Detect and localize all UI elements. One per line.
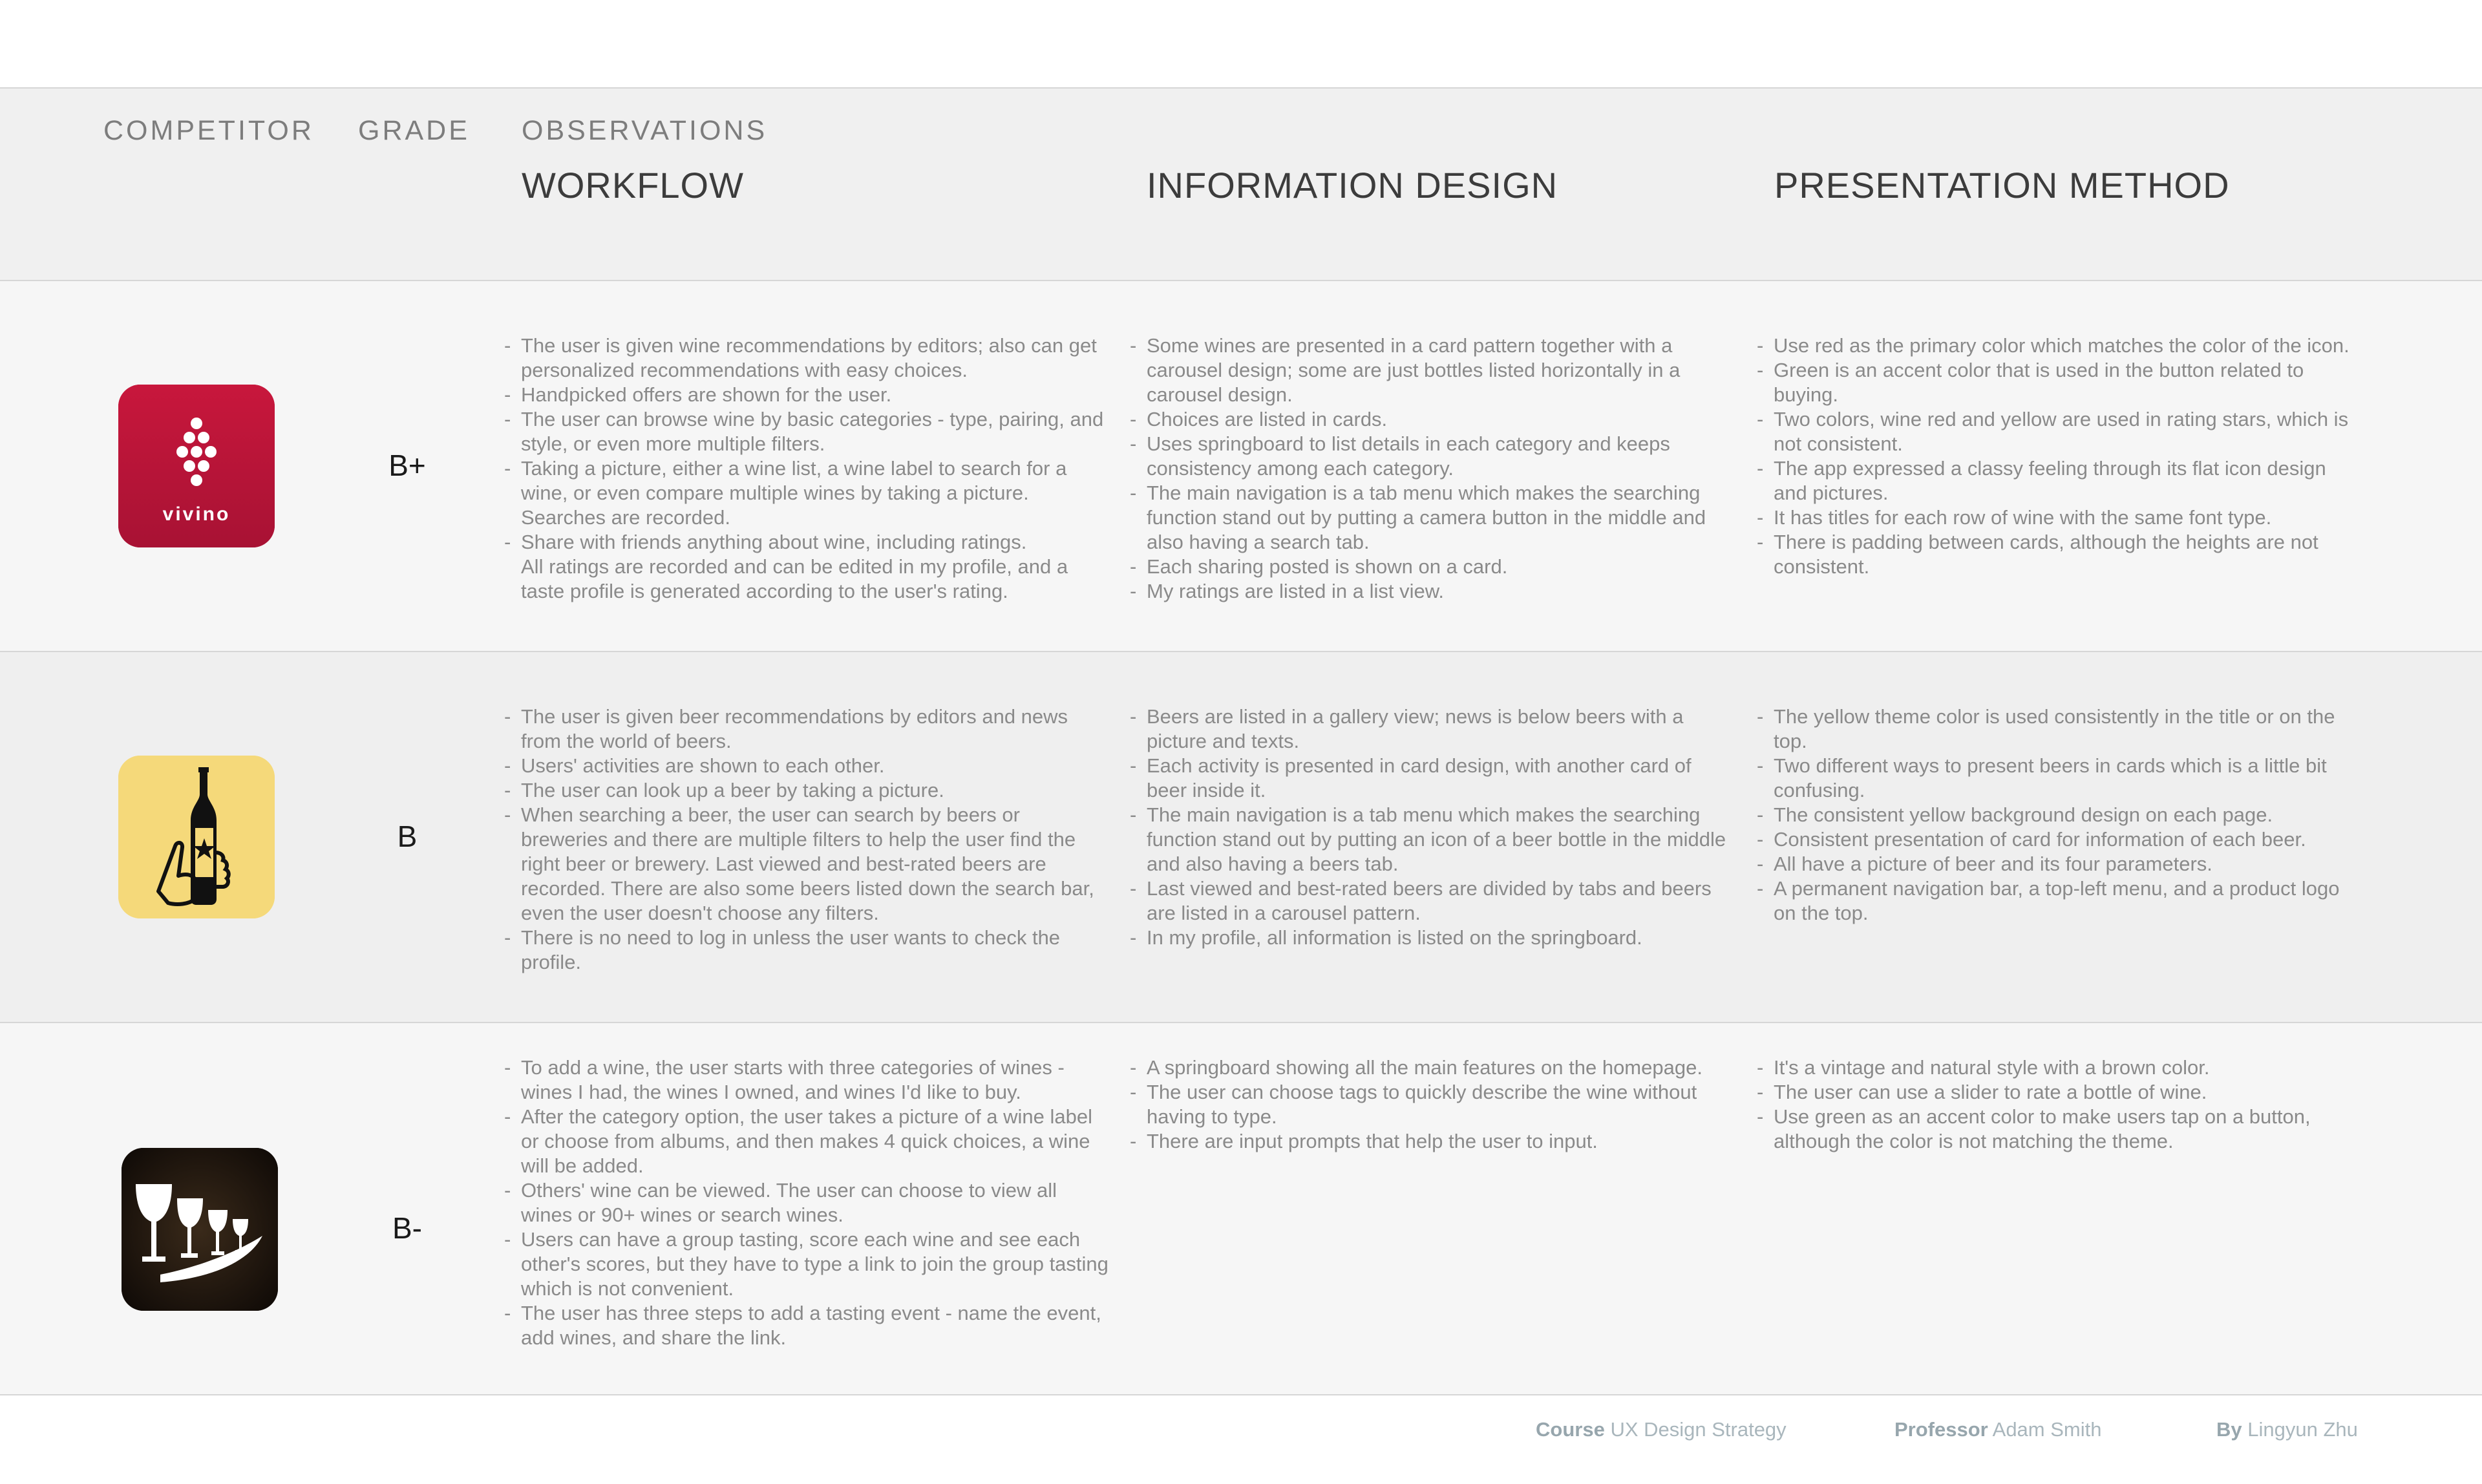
list-item: - The user is given wine recommendations by editors; also can get personalized recommendations with easy choices. — [504, 334, 1108, 383]
footer-author-label: By — [2216, 1418, 2242, 1441]
list-item: - After the category option, the user takes a picture of a wine label or choose from albums, and then makes 4 quick choices, a wine will be added. — [504, 1105, 1108, 1178]
competitor-column-header: COMPETITOR — [103, 115, 314, 146]
list-item: - Taking a picture, either a wine list, a wine label to search for a wine, or even compare multiple wines by taking a picture. Searches are recorded. — [504, 456, 1108, 530]
list-item: - It's a vintage and natural style with a brown color. — [1757, 1055, 2361, 1080]
footer-author — [2216, 1418, 2358, 1441]
list-item: - Two different ways to present beers in cards which is a little bit confusing. — [1757, 754, 2361, 803]
competitor-row-vivino — [0, 281, 2482, 652]
workflow-observations — [504, 334, 1108, 604]
list-item: - Last viewed and best-rated beers are divided by tabs and beers are listed in a carousel pattern. — [1130, 876, 1734, 926]
list-item: - The user is given beer recommendations by editors and news from the world of beers. — [504, 705, 1108, 754]
footer-professor-value: Adam Smith — [1992, 1418, 2102, 1441]
wine-glasses-icon — [122, 1148, 278, 1311]
information-design-column-header: INFORMATION DESIGN — [1147, 165, 1558, 206]
vivino-logo-text: vivino — [162, 504, 231, 525]
list-item: - Share with friends anything about wine, including ratings. — [504, 530, 1108, 555]
footer-professor-label: Professor — [1894, 1418, 1988, 1441]
list-item: - Users can have a group tasting, score each wine and see each other's scores, but they have to type a link to join the group tasting which is not convenient. — [504, 1227, 1108, 1301]
top-band — [0, 0, 2482, 89]
list-item: - Two colors, wine red and yellow are used in rating stars, which is not consistent. — [1757, 407, 2361, 456]
list-item: - Green is an accent color that is used in the button related to buying. — [1757, 358, 2361, 407]
beer-app-logo — [118, 756, 275, 918]
list-item: - A permanent navigation bar, a top-left menu, and a product logo on the top. — [1757, 876, 2361, 926]
footer-course-value: UX Design Strategy — [1610, 1418, 1787, 1441]
list-item: - Consistent presentation of card for information of each beer. — [1757, 827, 2361, 852]
footer-author-value: Lingyun Zhu — [2247, 1418, 2358, 1441]
workflow-observations — [504, 705, 1108, 975]
workflow-column-header: WORKFLOW — [522, 165, 744, 206]
list-item: - Choices are listed in cards. — [1130, 407, 1734, 432]
list-item: - There are input prompts that help the user to input. — [1130, 1129, 1734, 1154]
footer-professor — [1894, 1418, 2101, 1441]
list-item: - The app expressed a classy feeling through its flat icon design and pictures. — [1757, 456, 2361, 505]
list-item: - The user can browse wine by basic categories - type, pairing, and style, or even more multiple filters. — [504, 407, 1108, 456]
list-item: - It has titles for each row of wine with the same font type. — [1757, 505, 2361, 530]
list-item: - Handpicked offers are shown for the user. — [504, 383, 1108, 407]
workflow-observations — [504, 1055, 1108, 1350]
list-item: All ratings are recorded and can be edited in my profile, and a taste profile is generated according to the user's rating. — [521, 555, 1068, 602]
list-item: - My ratings are listed in a list view. — [1130, 579, 1734, 604]
list-item: - The user can use a slider to rate a bottle of wine. — [1757, 1080, 2361, 1105]
presentation-method-observations — [1757, 705, 2361, 926]
list-item: - Users' activities are shown to each other. — [504, 754, 1108, 778]
information-design-observations — [1130, 1055, 1734, 1154]
list-item: - A springboard showing all the main features on the homepage. — [1130, 1055, 1734, 1080]
list-item: - The main navigation is a tab menu which makes the searching function stand out by putting a camera button in the middle and also having a search tab. — [1130, 481, 1734, 555]
information-design-observations — [1130, 705, 1734, 950]
list-item: - Each activity is presented in card design, with another card of beer inside it. — [1130, 754, 1734, 803]
list-item: - Use red as the primary color which matches the color of the icon. — [1757, 334, 2361, 358]
list-item: - There is padding between cards, although the heights are not consistent. — [1757, 530, 2361, 579]
list-item: - All have a picture of beer and its four parameters. — [1757, 852, 2361, 876]
list-item: - The main navigation is a tab menu which makes the searching function stand out by putting an icon of a beer bottle in the middle and also having a beers tab. — [1130, 803, 1734, 876]
presentation-method-observations — [1757, 1055, 2361, 1154]
grade-value: B — [397, 820, 418, 853]
competitor-row-beer — [0, 652, 2482, 1023]
list-item: - Use green as an accent color to make users tap on a button, although the color is not matching the theme. — [1757, 1105, 2361, 1154]
footer-course — [1536, 1418, 1787, 1441]
list-item: - To add a wine, the user starts with three categories of wines - wines I had, the wines I owned, and wines I'd like to buy. — [504, 1055, 1108, 1105]
list-item: - The user can choose tags to quickly describe the wine without having to type. — [1130, 1080, 1734, 1129]
list-item: - The yellow theme color is used consistently in the title or on the top. — [1757, 705, 2361, 754]
list-item: - In my profile, all information is listed on the springboard. — [1130, 926, 1734, 950]
grade-value: B+ — [388, 449, 426, 482]
list-item: - When searching a beer, the user can search by beers or breweries and there are multiple filters to help the user find the right beer or brewery. Last viewed and best-rated beers are recorded. There are also some beers listed down the search bar, even the user doesn't choose any filters. — [504, 803, 1108, 926]
observations-column-header: OBSERVATIONS — [522, 115, 768, 146]
grade-value: B- — [392, 1211, 422, 1245]
list-item: - Others' wine can be viewed. The user can choose to view all wines or 90+ wines or search wines. — [504, 1178, 1108, 1227]
list-item: - Each sharing posted is shown on a card. — [1130, 555, 1734, 579]
grape-cluster-icon — [118, 385, 275, 547]
presentation-method-observations — [1757, 334, 2361, 579]
list-item: - The consistent yellow background design on each page. — [1757, 803, 2361, 827]
beer-bottle-hand-icon — [118, 756, 275, 918]
competitor-row-wine-glasses — [0, 1023, 2482, 1395]
information-design-observations — [1130, 334, 1734, 604]
wine-glasses-app-logo — [122, 1148, 278, 1311]
list-item: - The user has three steps to add a tasting event - name the event, add wines, and share the link. — [504, 1301, 1108, 1350]
vivino-logo — [118, 385, 275, 547]
footer-course-label: Course — [1536, 1418, 1605, 1441]
list-item: - Beers are listed in a gallery view; news is below beers with a picture and texts. — [1130, 705, 1734, 754]
list-item: - Uses springboard to list details in each category and keeps consistency among each category. — [1130, 432, 1734, 481]
list-item: - The user can look up a beer by taking a picture. — [504, 778, 1108, 803]
presentation-method-column-header: PRESENTATION METHOD — [1774, 165, 2230, 206]
grade-column-header: GRADE — [358, 115, 470, 146]
list-item: - Some wines are presented in a card pattern together with a carousel design; some are just bottles listed horizontally in a carousel design. — [1130, 334, 1734, 407]
list-item: - There is no need to log in unless the user wants to check the profile. — [504, 926, 1108, 975]
